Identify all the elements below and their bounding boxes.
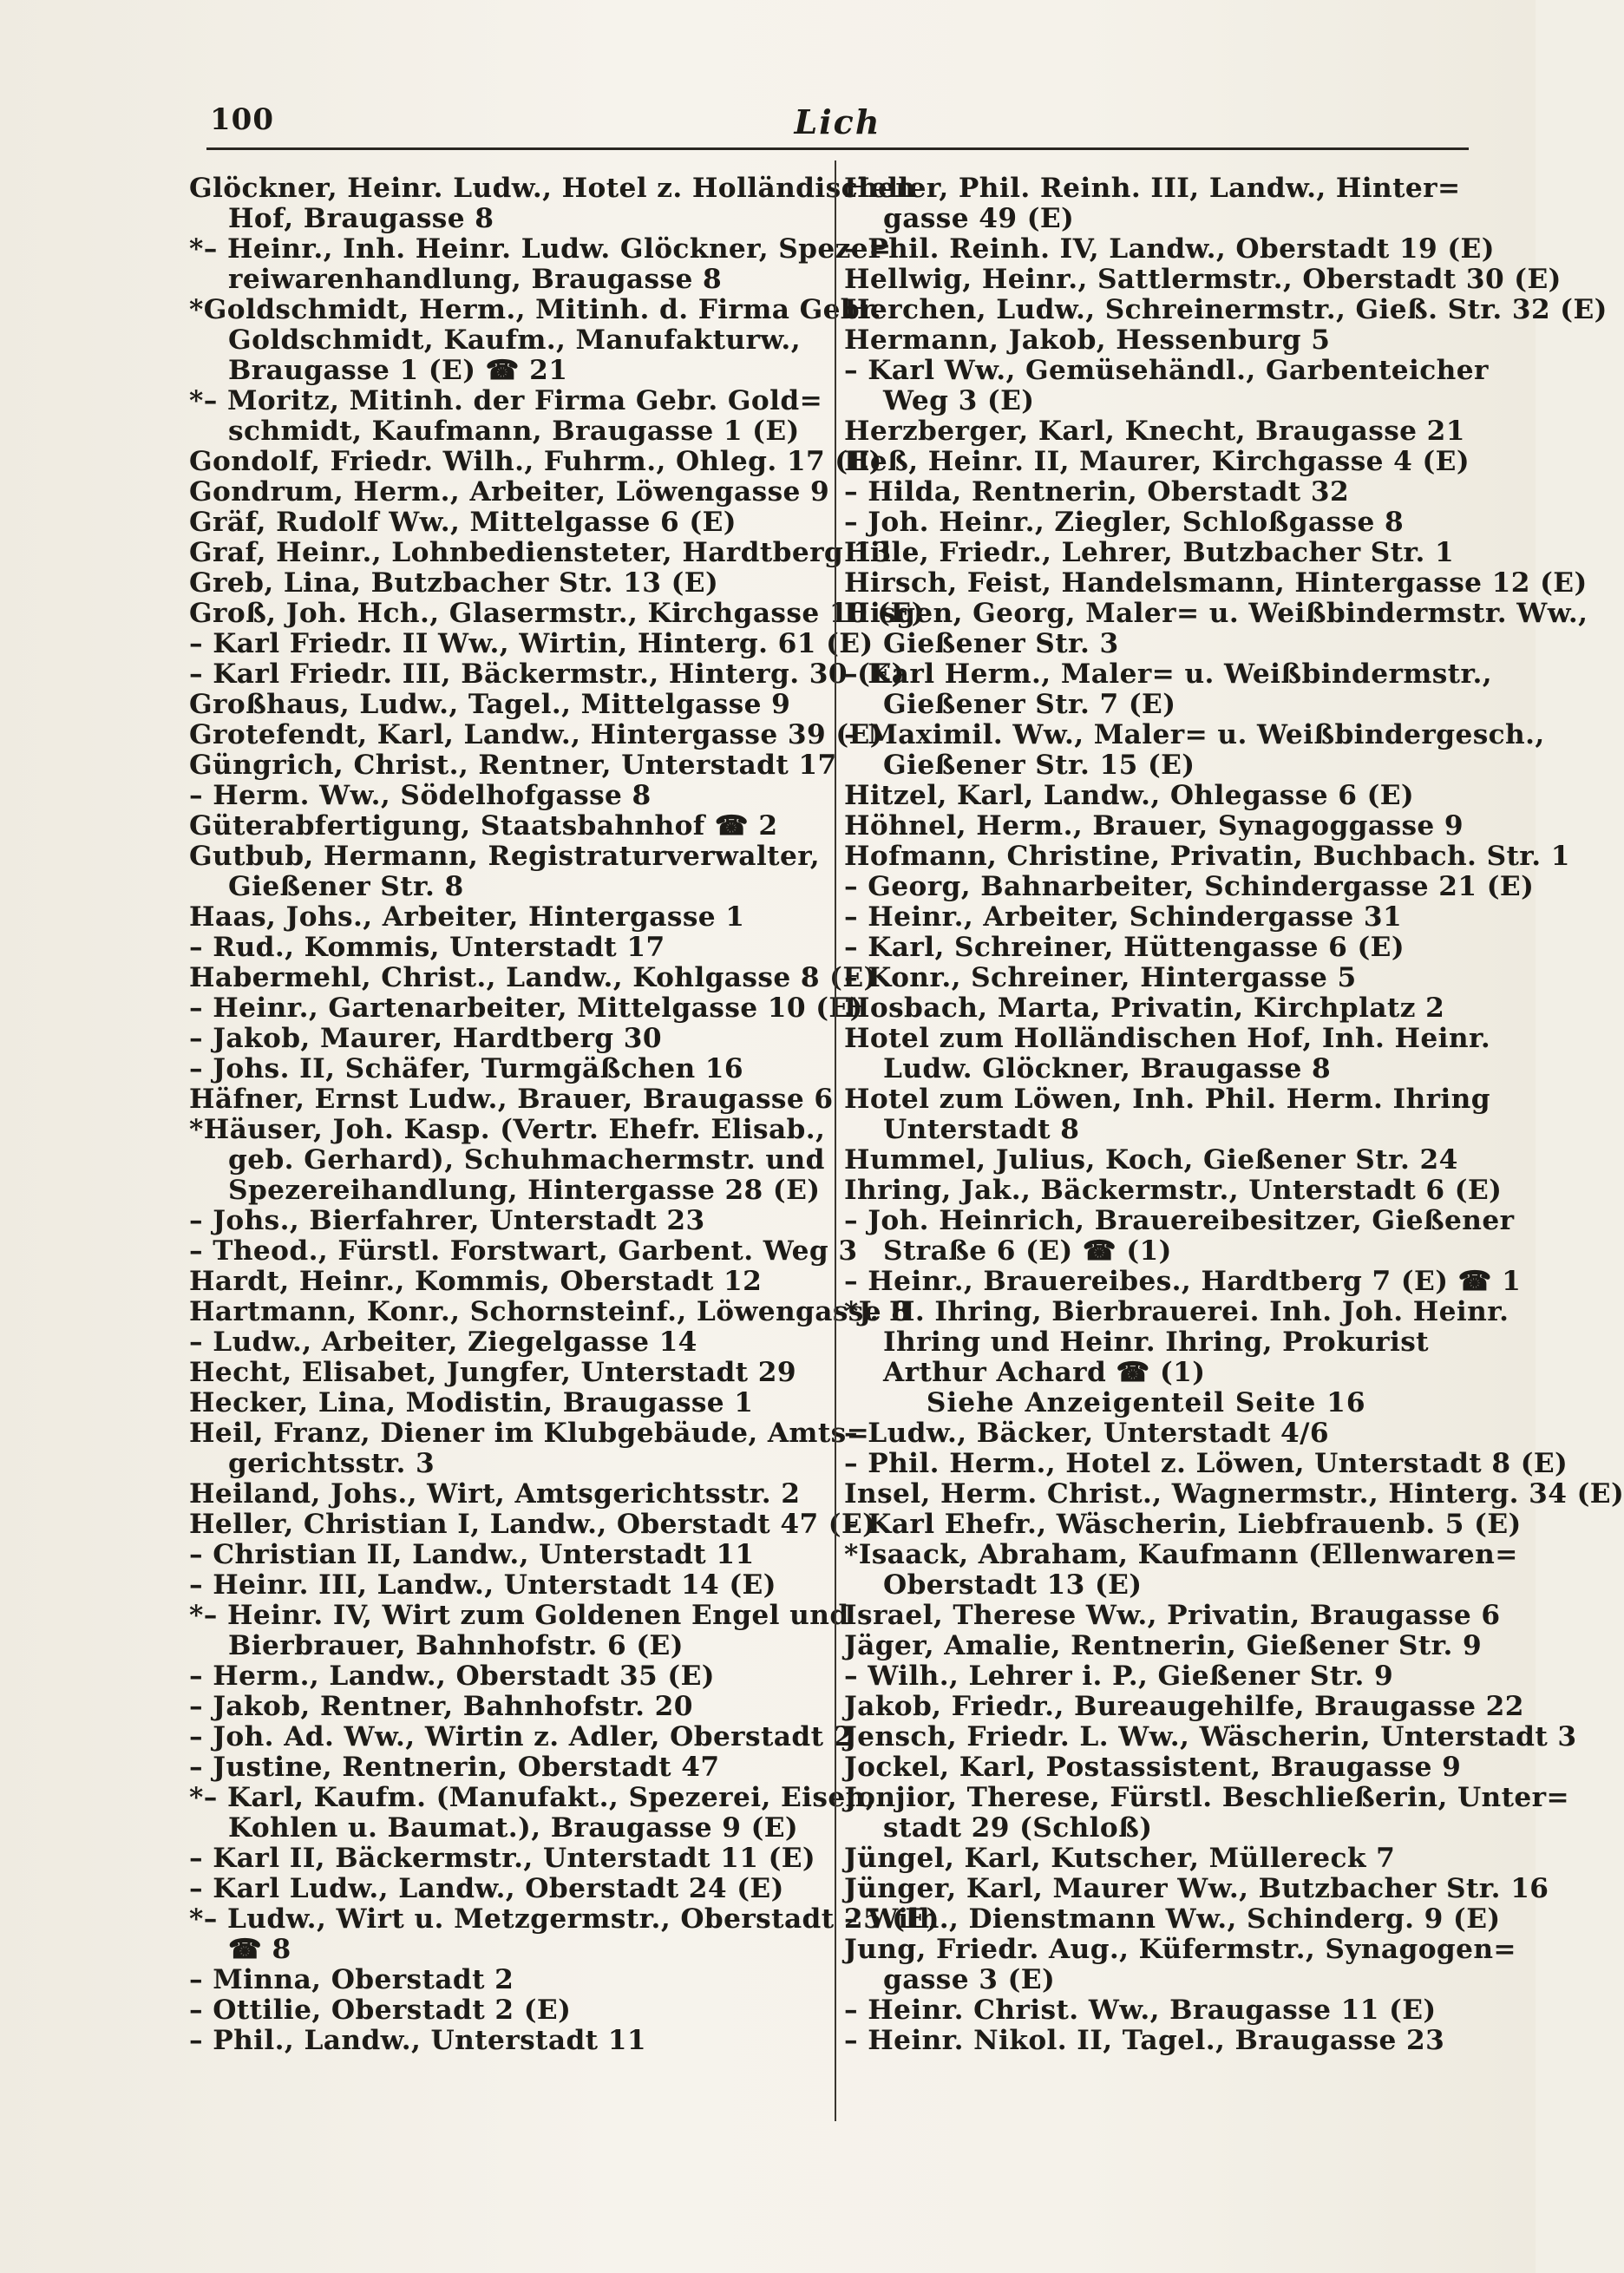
directory-entry-line: Heil, Franz, Diener im Klubgebäude, Amts= [189, 1418, 870, 1449]
directory-entry-line: Gräf, Rudolf Ww., Mittelgasse 6 (E) [189, 507, 737, 538]
directory-entry-line: – Jakob, Rentner, Bahnhofstr. 20 [189, 1691, 693, 1722]
directory-entry-line: – Phil. Reinh. IV, Landw., Oberstadt 19 (E) [844, 233, 1495, 265]
directory-entry-line: – Ottilie, Oberstadt 2 (E) [189, 1995, 572, 2026]
directory-entry-line: Weg 3 (E) [844, 385, 1035, 416]
directory-entry-line: Spezereihandlung, Hintergasse 28 (E) [189, 1175, 821, 1206]
directory-entry-line: – Heinr., Arbeiter, Schindergasse 31 [844, 901, 1403, 933]
directory-entry-line: Gondolf, Friedr. Wilh., Fuhrm., Ohleg. 17 (E) [189, 446, 882, 477]
directory-entry-line: schmidt, Kaufmann, Braugasse 1 (E) [189, 416, 800, 447]
directory-entry-line: Israel, Therese Ww., Privatin, Braugasse 6 [844, 1600, 1501, 1631]
directory-entry-line: Häfner, Ernst Ludw., Brauer, Braugasse 6 [189, 1084, 834, 1115]
directory-entry-line: Ludw. Glöckner, Braugasse 8 [844, 1053, 1332, 1084]
page-number: 100 [210, 102, 274, 137]
directory-entry-line: Haas, Johs., Arbeiter, Hintergasse 1 [189, 901, 745, 933]
directory-entry-line: Hosbach, Marta, Privatin, Kirchplatz 2 [844, 992, 1445, 1024]
directory-entry-line: *– Heinr., Inh. Heinr. Ludw. Glöckner, Speze= [189, 233, 892, 265]
directory-entry-line: Gießener Str. 7 (E) [844, 689, 1176, 720]
directory-entry-line: Grotefendt, Karl, Landw., Hintergasse 39 (E) [189, 719, 883, 750]
directory-entry-line: – Karl Ww., Gemüsehändl., Garbenteicher [844, 355, 1489, 386]
directory-entry-line: *– Karl, Kaufm. (Manufakt., Spezerei, Eisen, [189, 1782, 875, 1813]
directory-entry-line: – Joh. Heinr., Ziegler, Schloßgasse 8 [844, 507, 1405, 538]
directory-entry-line: Hecht, Elisabet, Jungfer, Unterstadt 29 [189, 1357, 796, 1388]
directory-entry-line: Hisgen, Georg, Maler= u. Weißbindermstr. Ww., [844, 598, 1588, 629]
directory-entry-line: ☎ 8 [189, 1934, 291, 1965]
directory-entry-line: Jüngel, Karl, Kutscher, Müllereck 7 [844, 1843, 1396, 1874]
directory-entry-line: *Goldschmidt, Herm., Mitinh. d. Firma Gebr. [189, 294, 882, 325]
directory-entry-line: Ihring und Heinr. Ihring, Prokurist [844, 1326, 1429, 1358]
directory-entry-line: Heß, Heinr. II, Maurer, Kirchgasse 4 (E) [844, 446, 1470, 477]
directory-entry-line: Jonjior, Therese, Fürstl. Beschließerin, Unter= [844, 1782, 1570, 1813]
directory-entry-line: Hermann, Jakob, Hessenburg 5 [844, 324, 1331, 356]
directory-entry-line: Gutbub, Hermann, Registraturverwalter, [189, 841, 821, 872]
directory-entry-line: – Jakob, Maurer, Hardtberg 30 [189, 1023, 662, 1054]
directory-entry-line: gasse 49 (E) [844, 203, 1075, 234]
directory-entry-line: Habermehl, Christ., Landw., Kohlgasse 8 (E) [189, 962, 877, 993]
directory-entry-line: Glöckner, Heinr. Ludw., Hotel z. Holländischen [189, 173, 916, 204]
directory-entry-line: Höhnel, Herm., Brauer, Synagoggasse 9 [844, 810, 1464, 842]
directory-entry-line: – Phil., Landw., Unterstadt 11 [189, 2025, 646, 2056]
directory-entry-line: geb. Gerhard), Schuhmachermstr. und [189, 1144, 825, 1176]
directory-entry-line: Greb, Lina, Butzbacher Str. 13 (E) [189, 567, 719, 599]
directory-entry-line: – Theod., Fürstl. Forstwart, Garbent. Weg 3 [189, 1235, 858, 1267]
directory-entry-line: *– Ludw., Wirt u. Metzgermstr., Oberstadt 25 (E) [189, 1903, 940, 1935]
directory-entry-line: Hellwig, Heinr., Sattlermstr., Oberstadt 30 (E) [844, 264, 1562, 295]
directory-entry-line: Braugasse 1 (E) ☎ 21 [189, 355, 568, 386]
page-header [206, 102, 1469, 147]
directory-entry-line: Hecker, Lina, Modistin, Braugasse 1 [189, 1387, 754, 1418]
directory-entry-line: Jockel, Karl, Postassistent, Braugasse 9 [844, 1752, 1462, 1783]
directory-entry-line: Kohlen u. Baumat.), Braugasse 9 (E) [189, 1812, 799, 1844]
directory-entry-line: – Karl, Schreiner, Hüttengasse 6 (E) [844, 932, 1405, 963]
directory-entry-line: – Joh. Heinrich, Brauereibesitzer, Gießener [844, 1205, 1515, 1236]
directory-entry-line: Herchen, Ludw., Schreinermstr., Gieß. Str. 32 (E) [844, 294, 1608, 325]
header-rule [206, 147, 1469, 150]
directory-entry-line: – Karl Herm., Maler= u. Weißbindermstr., [844, 658, 1492, 690]
directory-entry-line: Ihring, Jak., Bäckermstr., Unterstadt 6 (E) [844, 1175, 1503, 1206]
directory-entry-line: Jensch, Friedr. L. Ww., Wäscherin, Unterstadt 3 [844, 1721, 1577, 1752]
directory-entry-line: – Christian II, Landw., Unterstadt 11 [189, 1539, 755, 1570]
directory-entry-line: – Karl Friedr. II Ww., Wirtin, Hinterg. 61 (E) [189, 628, 874, 659]
right-column [844, 173, 1624, 2056]
directory-entry-line: Jäger, Amalie, Rentnerin, Gießener Str. 9 [844, 1630, 1483, 1661]
directory-entry-line: *– Heinr. IV, Wirt zum Goldenen Engel und [189, 1600, 849, 1631]
directory-entry-line: Großhaus, Ludw., Tagel., Mittelgasse 9 [189, 689, 791, 720]
directory-entry-line: Heller, Christian I, Landw., Oberstadt 47 (E) [189, 1509, 876, 1540]
directory-entry-line: – Georg, Bahnarbeiter, Schindergasse 21 (E) [844, 871, 1535, 902]
directory-entry-line: – Ludw., Arbeiter, Ziegelgasse 14 [189, 1326, 697, 1358]
directory-entry-line: – Rud., Kommis, Unterstadt 17 [189, 932, 665, 963]
directory-entry-line: – Konr., Schreiner, Hintergasse 5 [844, 962, 1357, 993]
directory-entry-line: gerichtsstr. 3 [189, 1448, 435, 1479]
directory-entry-line: – Heinr. Christ. Ww., Braugasse 11 (E) [844, 1995, 1437, 2026]
directory-entry-line: Hofmann, Christine, Privatin, Buchbach. Str. 1 [844, 841, 1570, 872]
directory-entry-line: – Karl II, Bäckermstr., Unterstadt 11 (E) [189, 1843, 816, 1874]
directory-entry-line: *J. H. Ihring, Bierbrauerei. Inh. Joh. Heinr. [844, 1296, 1509, 1327]
directory-entry-line: Gondrum, Herm., Arbeiter, Löwengasse 9 [189, 476, 830, 508]
running-head: Lich [794, 102, 881, 141]
directory-entry-line: – Heinr., Brauereibes., Hardtberg 7 (E) ☎ 1 [844, 1266, 1522, 1297]
directory-entry-line: – Maximil. Ww., Maler= u. Weißbindergesch., [844, 719, 1545, 750]
directory-entry-line: Siehe Anzeigenteil Seite 16 [844, 1387, 1366, 1418]
directory-entry-line: Hitzel, Karl, Landw., Ohlegasse 6 (E) [844, 780, 1415, 811]
directory-entry-line: – Joh. Ad. Ww., Wirtin z. Adler, Oberstadt 2 [189, 1721, 853, 1752]
directory-entry-line: Heller, Phil. Reinh. III, Landw., Hinter= [844, 173, 1461, 204]
directory-entry-line: Groß, Joh. Hch., Glasermstr., Kirchgasse 10 (E) [189, 598, 925, 629]
directory-entry-line: Jakob, Friedr., Bureaugehilfe, Braugasse 22 [844, 1691, 1524, 1722]
directory-entry-line: Gießener Str. 15 (E) [844, 750, 1195, 781]
directory-entry-line: – Hilda, Rentnerin, Oberstadt 32 [844, 476, 1350, 508]
directory-entry-line: Güterabfertigung, Staatsbahnhof ☎ 2 [189, 810, 778, 842]
directory-entry-line: *Häuser, Joh. Kasp. (Vertr. Ehefr. Elisab., [189, 1114, 826, 1145]
directory-entry-line: – Karl Friedr. III, Bäckermstr., Hinterg. 30 (E) [189, 658, 905, 690]
directory-entry-line: – Karl Ehefr., Wäscherin, Liebfrauenb. 5 (E) [844, 1509, 1522, 1540]
directory-entry-line: Hotel zum Holländischen Hof, Inh. Heinr. [844, 1023, 1491, 1054]
directory-entry-line: – Ludw., Bäcker, Unterstadt 4/6 [844, 1418, 1330, 1449]
directory-entry-line: – Phil. Herm., Hotel z. Löwen, Unterstadt 8 (E) [844, 1448, 1568, 1479]
directory-entry-line: Hummel, Julius, Koch, Gießener Str. 24 [844, 1144, 1458, 1176]
directory-entry-line: – Karl Ludw., Landw., Oberstadt 24 (E) [189, 1873, 784, 1904]
directory-entry-line: Gießener Str. 3 [844, 628, 1119, 659]
directory-entry-line: stadt 29 (Schloß) [844, 1812, 1153, 1844]
directory-entry-line: Jung, Friedr. Aug., Küfermstr., Synagogen= [844, 1934, 1516, 1965]
directory-entry-line: Hille, Friedr., Lehrer, Butzbacher Str. 1 [844, 537, 1455, 568]
directory-entry-line: Graf, Heinr., Lohnbediensteter, Hardtberg 13 [189, 537, 892, 568]
directory-entry-line: Hof, Braugasse 8 [189, 203, 494, 234]
directory-entry-line: – Heinr. III, Landw., Unterstadt 14 (E) [189, 1569, 776, 1601]
column-divider [835, 160, 836, 2121]
directory-entry-line: Heiland, Johs., Wirt, Amtsgerichtsstr. 2 [189, 1478, 801, 1510]
directory-entry-line: Güngrich, Christ., Rentner, Unterstadt 17 [189, 750, 837, 781]
directory-entry-line: reiwarenhandlung, Braugasse 8 [189, 264, 723, 295]
directory-entry-line: – Heinr., Gartenarbeiter, Mittelgasse 10 (E) [189, 992, 863, 1024]
directory-entry-line: – Johs., Bierfahrer, Unterstadt 23 [189, 1205, 705, 1236]
directory-entry-line: gasse 3 (E) [844, 1964, 1056, 1995]
directory-entry-line: – Minna, Oberstadt 2 [189, 1964, 514, 1995]
directory-entry-line: Arthur Achard ☎ (1) [844, 1357, 1206, 1388]
directory-entry-line: Herzberger, Karl, Knecht, Braugasse 21 [844, 416, 1465, 447]
directory-entry-line: – Johs. II, Schäfer, Turmgäßchen 16 [189, 1053, 743, 1084]
directory-entry-line: *– Moritz, Mitinh. der Firma Gebr. Gold= [189, 385, 823, 416]
directory-entry-line: – Herm. Ww., Södelhofgasse 8 [189, 780, 652, 811]
directory-entry-line: Straße 6 (E) ☎ (1) [844, 1235, 1172, 1267]
directory-entry-line: Goldschmidt, Kaufm., Manufakturw., [189, 324, 801, 356]
directory-entry-line: Jünger, Karl, Maurer Ww., Butzbacher Str. 16 [844, 1873, 1549, 1904]
directory-entry-line: Unterstadt 8 [844, 1114, 1080, 1145]
directory-entry-line: – Justine, Rentnerin, Oberstadt 47 [189, 1752, 720, 1783]
directory-entry-line: Hotel zum Löwen, Inh. Phil. Herm. Ihring [844, 1084, 1490, 1115]
directory-entry-line: *Isaack, Abraham, Kaufmann (Ellenwaren= [844, 1539, 1518, 1570]
directory-entry-line: Hartmann, Konr., Schornsteinf., Löwengasse 8 [189, 1296, 911, 1327]
directory-entry-line: Insel, Herm. Christ., Wagnermstr., Hinterg. 34 (E) [844, 1478, 1624, 1510]
directory-entry-line: Gießener Str. 8 [189, 871, 464, 902]
directory-entry-line: Hardt, Heinr., Kommis, Oberstadt 12 [189, 1266, 763, 1297]
directory-entry-line: – Wilh., Dienstmann Ww., Schinderg. 9 (E) [844, 1903, 1501, 1935]
directory-entry-line: Hirsch, Feist, Handelsmann, Hintergasse 12 (E) [844, 567, 1588, 599]
directory-entry-line: – Wilh., Lehrer i. P., Gießener Str. 9 [844, 1661, 1394, 1692]
directory-entry-line: – Heinr. Nikol. II, Tagel., Braugasse 23 [844, 2025, 1445, 2056]
directory-entry-line: – Herm., Landw., Oberstadt 35 (E) [189, 1661, 715, 1692]
directory-entry-line: Oberstadt 13 (E) [844, 1569, 1143, 1601]
directory-entry-line: Bierbrauer, Bahnhofstr. 6 (E) [189, 1630, 684, 1661]
